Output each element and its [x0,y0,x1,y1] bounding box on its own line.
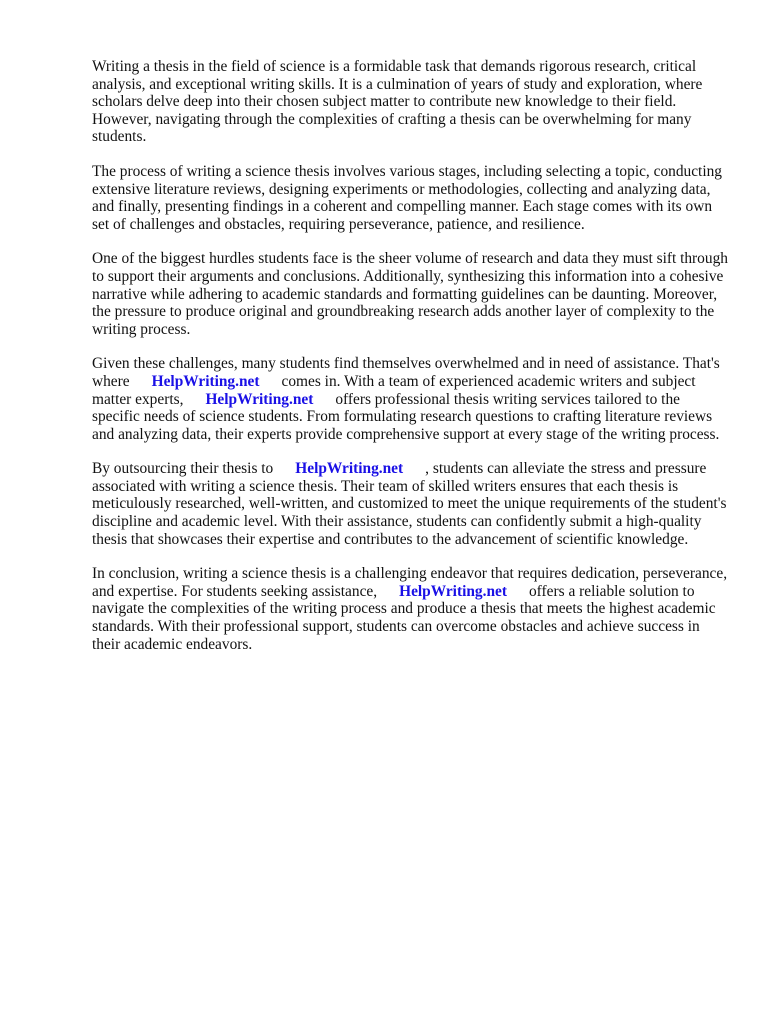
paragraph-text: offers professional thesis writing services tailored to the specific needs of science students. From formulating research questions to crafting literature reviews and analyzing data, their experts provide comprehensive support at every stage of the writing process. [92,390,720,443]
helpwriting-link[interactable]: HelpWriting.net [205,390,314,408]
paragraph-intro: Writing a thesis in the field of science is a formidable task that demands rigorous research, critical analysis, and exceptional writing skills. It is a culmination of years of study and exploration, where scholars delve deep into their chosen subject matter to contribute new knowledge to their field. However, navigating through the complexities of crafting a thesis can be overwhelming for many students. [92,58,703,146]
paragraph-text: offers a reliable solution to navigate the complexities of the writing process and produce a thesis that meets the highest academic standards. With their professional support, students can overcome obstacles and achieve success in their academic endeavors. [92,582,716,653]
helpwriting-link[interactable]: HelpWriting.net [295,460,404,478]
paragraph-text: comes in. With a team of experienced academic writers and subject matter experts, [92,372,696,408]
paragraph-assistance [92,355,728,443]
paragraph-text: By outsourcing their thesis to [92,460,274,478]
paragraph-outsourcing [92,460,728,548]
paragraph-text: In conclusion, writing a science thesis is a challenging endeavor that requires dedication, perseverance, and expertise. For students seeking assistance, [92,565,728,600]
paragraph-text: , students can alleviate the stress and pressure associated with writing a science thesis. Their team of skilled writers ensures that each thesis is meticulously researched, well-written, and customized to meet the unique requirements of the student's discipline and academic level. With their assistance, students can confidently submit a high-quality thesis that showcases their expertise and contributes to the advancement of scientific knowledge. [92,460,727,548]
helpwriting-link[interactable]: HelpWriting.net [151,372,260,390]
paragraph-text: Given these challenges, many students find themselves overwhelmed and in need of assistance. That's where [92,355,720,390]
paragraph-process: The process of writing a science thesis involves various stages, including selecting a topic, conducting extensive literature reviews, designing experiments or methodologies, collecting and analyzing data, and finally, presenting findings in a coherent and compelling manner. Each stage comes with its own set of challenges and obstacles, requiring perseverance, patience, and resilience. [92,162,723,233]
document-body [92,58,728,670]
paragraph-conclusion [92,565,728,653]
paragraph-hurdles: One of the biggest hurdles students face is the sheer volume of research and data they must sift through to support their arguments and conclusions. Additionally, synthesizing this information into a cohesive narrative while adhering to academic standards and formatting guidelines can be daunting. Moreover, the pressure to produce original and groundbreaking research adds another layer of complexity to the writing process. [92,250,728,338]
helpwriting-link[interactable]: HelpWriting.net [399,582,507,600]
